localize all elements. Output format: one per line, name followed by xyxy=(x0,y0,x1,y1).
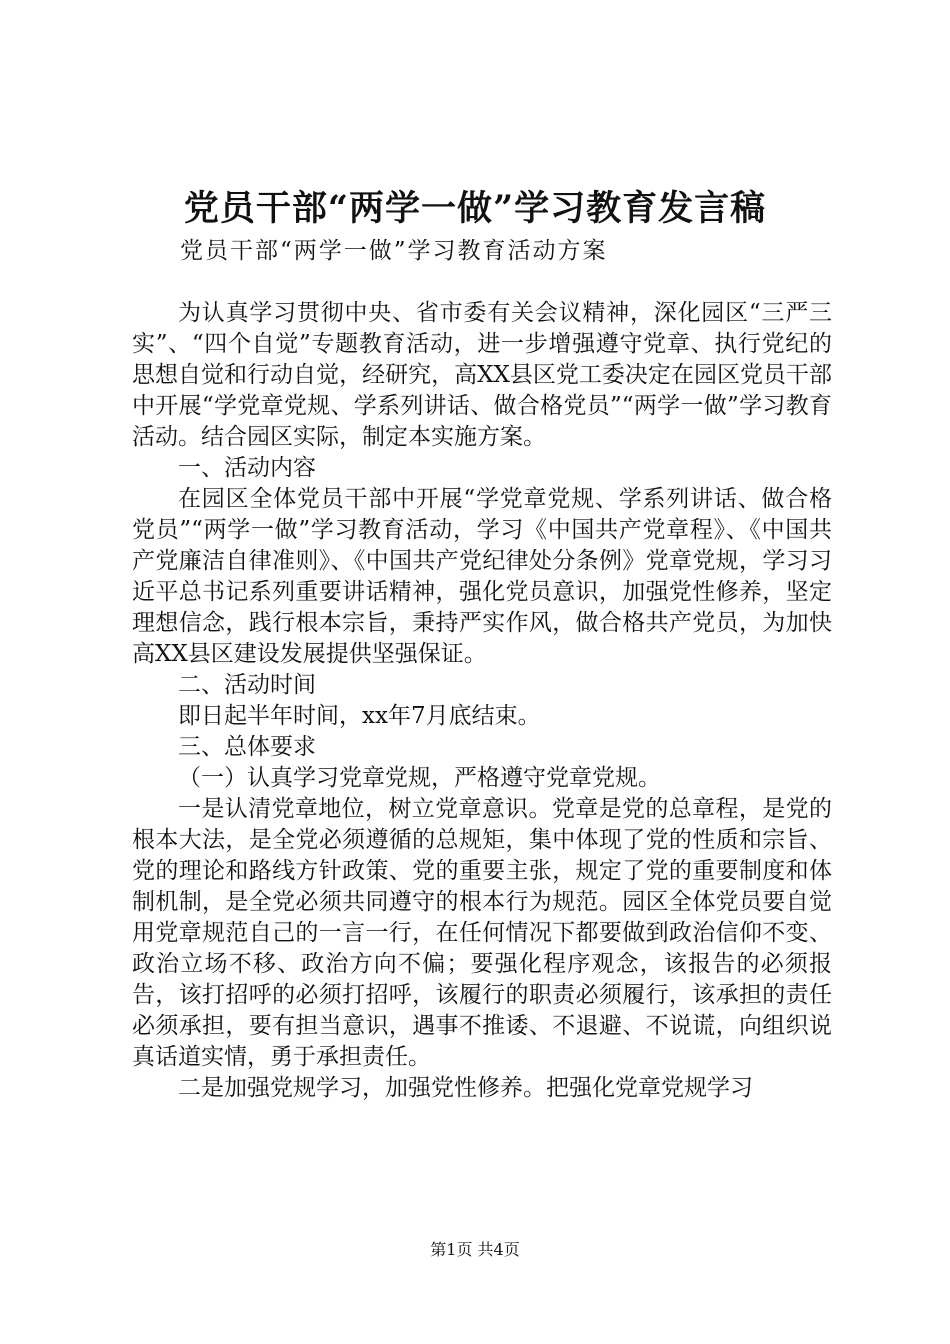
document-subtitle: 党员干部“两学一做”学习教育活动方案 xyxy=(180,238,608,264)
document-body xyxy=(132,298,832,1104)
section-heading-content: 一、活动内容 xyxy=(178,455,316,481)
section-heading-time: 二、活动时间 xyxy=(178,672,316,698)
paragraph-time: 即日起半年时间，xx年7月底结束。 xyxy=(178,703,541,729)
paragraph-point-1: 一是认清党章地位，树立党章意识。党章是党的总章程，是党的根本大法，是全党必须遵循的总规矩，集中体现了党的性质和宗旨、党的理论和路线方针政策、党的重要主张，规定了党的重要制度和体制机制，是全党必须共同遵守的根本行为规范。园区全体党员要自觉用党章规范自己的一言一行，在任何情况下都要做到政治信仰不变、政治立场不移、政治方向不偏；要强化程序观念，该报告的必须报告，该打招呼的必须打招呼，该履行的职责必须履行，该承担的责任必须承担，要有担当意识，遇事不推诿、不退避、不说谎，向组织说真话道实情，勇于承担责任。 xyxy=(132,796,832,1070)
paragraph-content: 在园区全体党员干部中开展“学党章党规、学系列讲话、做合格党员”“两学一做”学习教育活动，学习《中国共产党章程》、《中国共产党廉洁自律准则》、《中国共产党纪律处分条例》党章党规，学习习近平总书记系列重要讲话精神，强化党员意识，加强党性修养，坚定理想信念，践行根本宗旨，秉持严实作风，做合格共产党员，为加快高XX县区建设发展提供坚强保证。 xyxy=(132,486,832,667)
section-heading-requirements: 三、总体要求 xyxy=(178,734,316,760)
page-number: 第1页 共4页 xyxy=(430,1240,520,1259)
paragraph-point-2: 二是加强党规学习，加强党性修养。把强化党章党规学习 xyxy=(178,1075,753,1101)
document-title: 党员干部“两学一做”学习教育发言稿 xyxy=(183,188,767,229)
subsection-heading-1: （一）认真学习党章党规，严格遵守党章党规。 xyxy=(178,765,661,791)
paragraph-intro: 为认真学习贯彻中央、省市委有关会议精神，深化园区“三严三实”、“四个自觉”专题教育活动，进一步增强遵守党章、执行党纪的思想自觉和行动自觉，经研究，高XX县区党工委决定在园区党员干部中开展“学党章党规、学系列讲话、做合格党员”“两学一做”学习教育活动。结合园区实际，制定本实施方案。 xyxy=(132,300,832,450)
